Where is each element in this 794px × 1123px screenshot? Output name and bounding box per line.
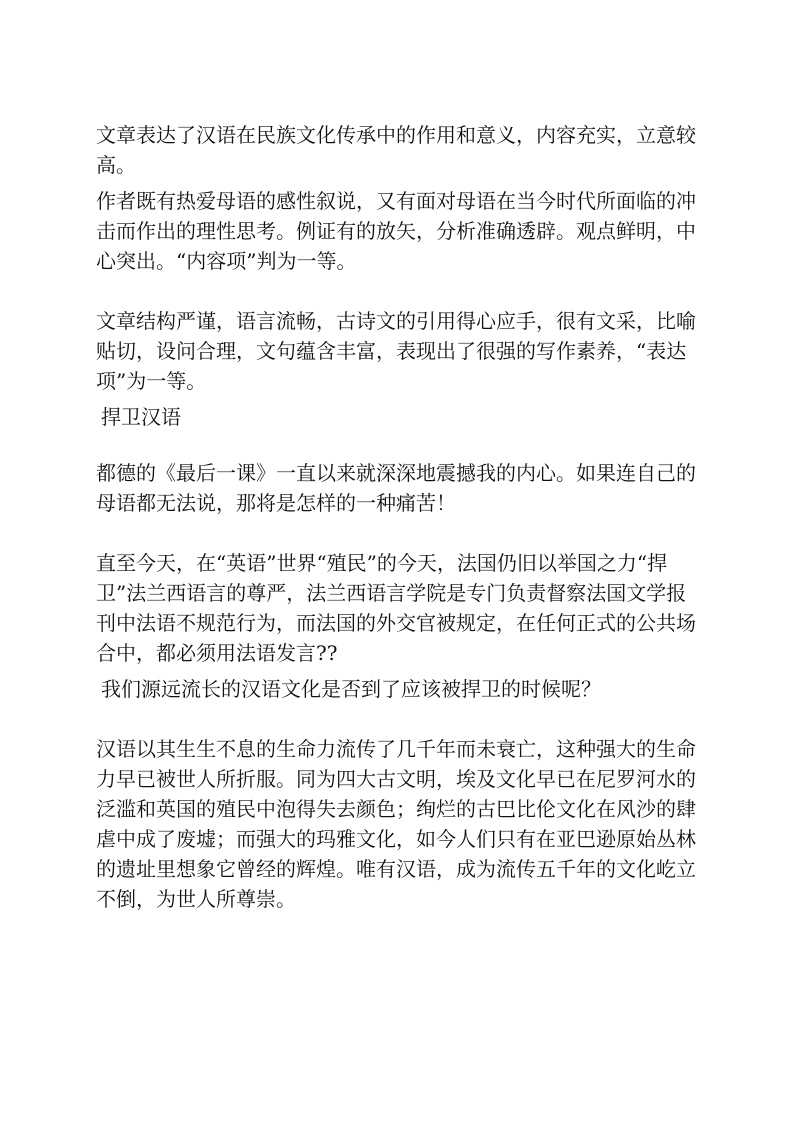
document-body [96,120,696,920]
review-paragraph-2: 作者既有热爱母语的感性叙说，又有面对母语在当今时代所面临的冲击而作出的理性思考。例证有的放矢，分析准确透辟。观点鲜明，中心突出。“内容项”判为一等。 [96,189,696,273]
review-paragraph-1: 文章表达了汉语在民族文化传承中的作用和意义，内容充实，立意较高。 [96,123,696,177]
essay-paragraph-4: 汉语以其生生不息的生命力流传了几千年而未衰亡，这种强大的生命力早已被世人所折服。同为四大古文明，埃及文化早已在尼罗河水的泛滥和英国的殖民中泡得失去颜色；绚烂的古巴比伦文化在风沙的肆虐中成了废墟；而强大的玛雅文化，如今人们只有在亚巴逊原始丛林的遗址里想象它曾经的辉煌。唯有汉语，成为流传五千年的文化屹立不倒，为世人所尊崇。 [96,737,696,911]
review-paragraph-3: 文章结构严谨，语言流畅，古诗文的引用得心应手，很有文采，比喻贴切，设问合理，文句蕴含丰富，表现出了很强的写作素养，“表达项”为一等。 [96,309,696,393]
essay-title: 捍卫汉语 [101,405,181,429]
essay-question: 我们源远流长的汉语文化是否到了应该被捍卫的时候呢？ [101,677,601,701]
essay-paragraph-2: 直至今天，在“英语”世界“殖民”的今天，法国仍旧以举国之力“捍卫”法兰西语言的尊严，法兰西语言学院是专门负责督察法国文学报刊中法语不规范行为，而法国的外交官被规定，在任何正式的公共场合中，都必须用法语发言?? [96,551,696,665]
essay-paragraph-1: 都德的《最后一课》一直以来就深深地震撼我的内心。如果连自己的母语都无法说，那将是怎样的一种痛苦！ [96,461,696,515]
